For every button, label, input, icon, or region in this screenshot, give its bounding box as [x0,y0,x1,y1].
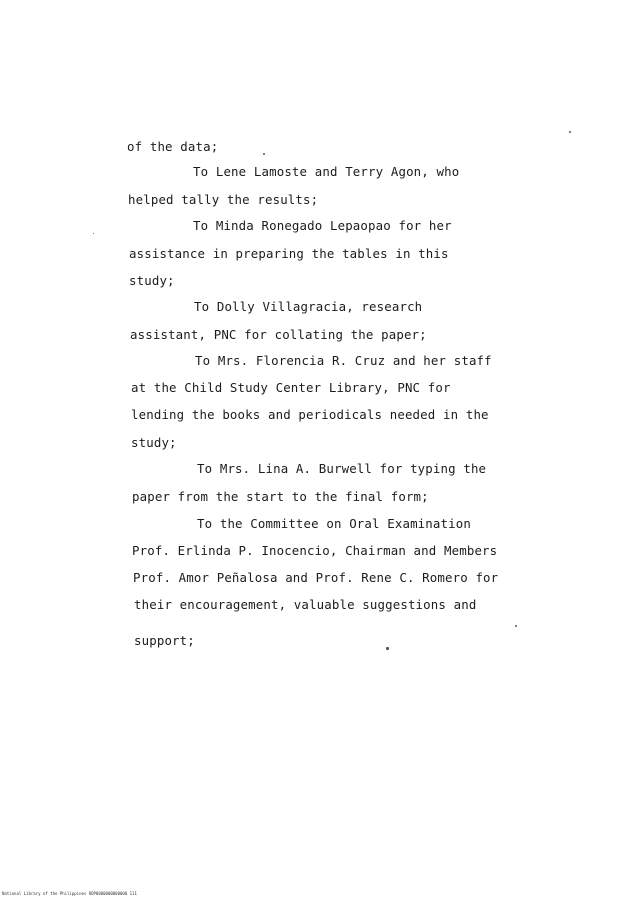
text-line: To Dolly Villagracia, research [194,299,423,314]
text-line: To the Committee on Oral Examination [197,516,471,531]
text-line: support; [134,633,195,648]
text-line: paper from the start to the final form; [132,489,429,504]
text-line: at the Child Study Center Library, PNC for [131,380,451,395]
text-line: assistant, PNC for collating the paper; [130,327,427,342]
scan-speck [93,233,94,234]
text-line: of the data; [127,139,219,154]
text-line: To Minda Ronegado Lepaopao for her [193,218,452,233]
text-line: To Mrs. Florencia R. Cruz and her staff [195,353,492,368]
text-line: study; [129,273,175,288]
scan-speck [515,625,517,627]
text-line: their encouragement, valuable suggestions and [134,597,477,612]
text-line: assistance in preparing the tables in this [129,246,449,261]
scan-speck [569,131,571,133]
text-line: helped tally the results; [128,192,319,207]
text-line: Prof. Amor Peñalosa and Prof. Rene C. Romero for [133,570,499,585]
text-line: lending the books and periodicals needed in the [131,407,489,422]
text-line: To Mrs. Lina A. Burwell for typing the [197,461,487,476]
footer-stamp: National Library of the Philippines ROP0000000000000 111 [2,891,137,896]
text-line: Prof. Erlinda P. Inocencio, Chairman and Members [132,543,498,558]
scan-speck [263,153,265,155]
scan-speck [386,647,389,650]
text-line: study; [131,435,177,450]
text-line: To Lene Lamoste and Terry Agon, who [193,164,460,179]
